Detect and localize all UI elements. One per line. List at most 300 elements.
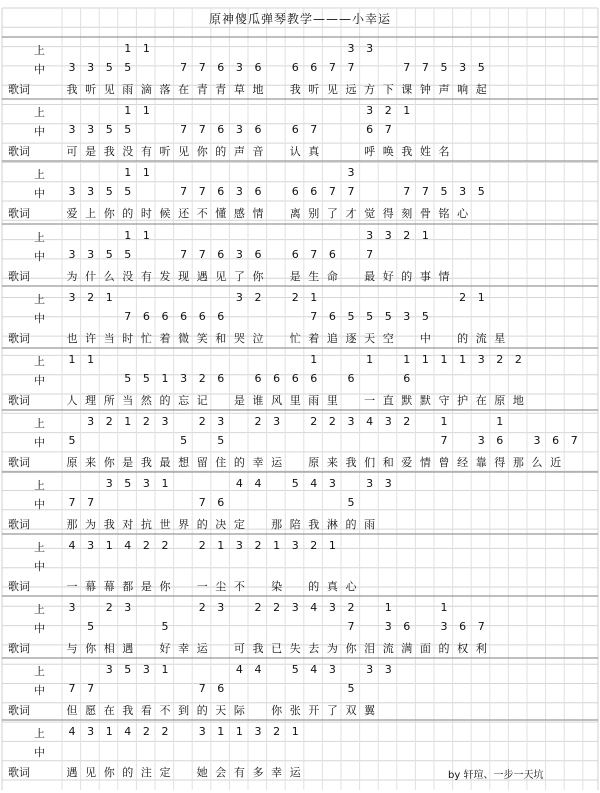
note-middle: 6 [403,372,411,386]
note-upper: 4 [366,415,374,428]
lyric-char: 候 [159,206,171,220]
row-label-lyrics: 歌词 [8,455,30,469]
row-label-lyrics: 歌词 [8,144,30,158]
note-middle: 6 [254,248,262,262]
note-upper: 2 [310,539,318,552]
note-upper: 3 [366,42,374,55]
note-upper: 3 [124,601,132,614]
row-label-upper: 上 [34,355,45,368]
lyric-char: 唤 [382,144,394,158]
note-upper: 3 [254,725,262,738]
note-upper: 1 [142,166,150,179]
note-middle: 3 [87,61,95,75]
note-upper: 1 [366,353,374,366]
lyric-char: 你 [103,765,115,779]
lyric-char: 都 [122,579,134,593]
note-upper: 2 [347,601,355,614]
lyric-char: 想 [178,455,190,469]
note-upper: 4 [68,725,76,738]
note-upper: 3 [384,229,392,242]
row-label-middle: 中 [34,250,45,264]
row-label-middle: 中 [34,374,45,388]
note-middle: 6 [161,310,169,324]
note-middle: 7 [328,61,336,75]
lyric-char: 好 [382,269,394,283]
lyric-char: 声 [438,82,450,96]
lyric-char: 见 [326,82,338,96]
lyric-char: 人 [66,393,78,407]
note-middle: 1 [161,372,169,386]
lyric-char: 才 [345,206,357,220]
note-upper: 1 [384,601,392,614]
lyric-char: 的 [308,579,320,593]
note-middle: 7 [198,123,206,137]
lyric-char: 运 [289,765,301,779]
lyric-char: 是 [233,393,245,407]
note-middle: 6 [217,310,225,324]
note-upper: 1 [124,42,132,55]
lyric-char: 刻 [401,206,413,220]
note-middle: 3 [68,123,76,137]
lyric-char: 已 [271,641,283,655]
note-upper: 1 [291,725,299,738]
note-middle: 7 [68,682,76,696]
lyric-char: 靠 [475,455,487,469]
lyric-char: 听 [159,144,171,158]
lyric-char: 的 [457,331,469,345]
lyric-char: 也 [66,331,78,345]
note-middle: 6 [347,372,355,386]
lyric-char: 是 [85,144,97,158]
lyric-char: 失 [289,641,301,655]
lyric-char: 是 [289,269,301,283]
note-upper: 5 [291,477,299,490]
note-upper: 3 [347,415,355,428]
note-upper: 3 [105,477,113,490]
note-middle: 6 [310,61,318,75]
lyric-char: 到 [178,703,190,717]
note-middle: 3 [403,310,411,324]
lyric-char: 对 [122,517,134,531]
row-label-upper: 上 [34,417,45,430]
lyric-char: 染 [271,579,283,593]
lyric-char: 你 [159,579,171,593]
lyric-char: 幕 [103,579,115,593]
note-middle: 5 [440,185,448,199]
lyric-char: 现 [178,269,190,283]
lyric-char: 有 [140,144,152,158]
note-middle: 3 [440,620,448,634]
lyric-char: 笑 [196,331,208,345]
note-middle: 6 [310,185,318,199]
row-label-lyrics: 歌词 [8,269,30,283]
lyric-char: 了 [326,206,338,220]
note-upper: 1 [161,663,169,676]
lyric-char: 直 [382,393,394,407]
note-upper: 1 [328,539,336,552]
lyric-char: 泣 [252,331,264,345]
lyric-char: 不 [233,579,245,593]
row-label-upper: 上 [34,479,45,492]
note-upper: 1 [124,166,132,179]
note-middle: 5 [142,372,150,386]
lyric-char: 的 [401,269,413,283]
lyric-char: 见 [178,144,190,158]
note-middle: 3 [477,434,485,448]
lyric-char: 天 [215,703,227,717]
lyric-char: 命 [326,269,338,283]
row-label-upper: 上 [34,44,45,57]
note-middle: 7 [403,61,411,75]
lyric-char: 的 [233,455,245,469]
lyric-char: 去 [308,641,320,655]
lyric-char: 际 [233,703,245,717]
lyric-char: 我 [66,82,78,96]
lyric-char: 我 [122,703,134,717]
lyric-char: 原 [308,455,320,469]
lyric-char: 情 [419,455,431,469]
note-middle: 6 [366,123,374,137]
note-upper: 2 [514,353,522,366]
lyric-char: 不 [159,703,171,717]
lyric-char: 遇 [66,765,78,779]
note-middle: 3 [235,248,243,262]
lyric-char: 所 [103,393,115,407]
lyric-char: 我 [252,641,264,655]
note-upper: 3 [235,291,243,304]
lyric-char: 上 [85,206,97,220]
note-upper: 1 [68,353,76,366]
note-middle: 6 [217,682,225,696]
lyric-char: 你 [103,455,115,469]
note-upper: 3 [328,601,336,614]
note-middle: 5 [124,372,132,386]
note-upper: 3 [273,415,281,428]
lyric-char: 哭 [233,331,245,345]
lyric-char: 你 [103,206,115,220]
note-middle: 2 [198,372,206,386]
note-upper: 2 [142,415,150,428]
note-middle: 6 [328,310,336,324]
lyric-char: 为 [66,269,78,283]
row-label-middle: 中 [34,684,45,698]
lyric-char: 别 [308,206,320,220]
note-middle: 6 [217,496,225,510]
note-middle: 7 [384,123,392,137]
row-label-lyrics: 歌词 [8,517,30,531]
note-upper: 1 [421,353,429,366]
note-upper: 3 [68,601,76,614]
lyric-char: 我 [103,517,115,531]
note-upper: 2 [310,415,318,428]
lyric-char: 你 [252,269,264,283]
row-label-upper: 上 [34,293,45,306]
note-middle: 6 [217,61,225,75]
note-upper: 3 [384,477,392,490]
lyric-char: 青 [196,82,208,96]
lyric-char: 一 [196,579,208,593]
note-middle: 5 [161,620,169,634]
note-middle: 6 [180,310,188,324]
lyric-char: 听 [85,82,97,96]
note-middle: 7 [366,248,374,262]
lyric-char: 逐 [345,331,357,345]
note-middle: 3 [235,61,243,75]
note-upper: 1 [403,104,411,117]
note-middle: 7 [68,496,76,510]
note-upper: 3 [235,539,243,552]
note-upper: 3 [217,415,225,428]
note-upper: 3 [347,42,355,55]
lyric-char: 原 [494,393,506,407]
note-upper: 2 [254,539,262,552]
note-middle: 3 [68,248,76,262]
lyric-char: 曾 [438,455,450,469]
lyric-char: 留 [196,455,208,469]
note-upper: 1 [105,291,113,304]
lyric-char: 谁 [252,393,264,407]
lyric-char: 地 [512,393,524,407]
lyric-char: 课 [401,82,413,96]
lyric-char: 的 [196,703,208,717]
note-upper: 2 [198,601,206,614]
lyric-char: 真 [326,579,338,593]
note-middle: 7 [310,248,318,262]
lyric-char: 幸 [252,455,264,469]
lyric-char: 事 [419,269,431,283]
note-upper: 3 [384,415,392,428]
lyric-char: 守 [438,393,450,407]
lyric-char: 住 [215,455,227,469]
lyric-char: 在 [475,393,487,407]
lyric-char: 张 [289,703,301,717]
row-label-upper: 上 [34,665,45,678]
note-upper: 1 [105,539,113,552]
note-middle: 6 [217,372,225,386]
note-middle: 6 [254,372,262,386]
note-middle: 7 [180,185,188,199]
note-upper: 2 [198,539,206,552]
note-middle: 3 [235,185,243,199]
page-title: 原神傻瓜弹琴教学———小幸运 [208,12,391,26]
lyric-char: 理 [85,393,97,407]
note-middle: 5 [124,185,132,199]
lyric-char: 的 [159,393,171,407]
note-middle: 7 [198,682,206,696]
lyric-char: 最 [364,269,376,283]
note-upper: 4 [124,539,132,552]
note-upper: 3 [161,415,169,428]
lyric-char: 的 [345,517,357,531]
note-middle: 5 [124,123,132,137]
note-upper: 4 [254,477,262,490]
note-upper: 2 [105,415,113,428]
lyric-char: 遇 [196,269,208,283]
row-label-lyrics: 歌词 [8,765,30,779]
lyric-char: 雨 [122,82,134,96]
note-upper: 2 [87,291,95,304]
lyric-char: 呼 [364,144,376,158]
note-middle: 3 [384,620,392,634]
lyric-char: 近 [550,455,562,469]
lyric-char: 离 [289,206,301,220]
lyric-char: 心 [457,206,469,220]
note-middle: 5 [477,61,485,75]
note-middle: 6 [552,434,560,448]
lyric-char: 可 [66,144,78,158]
lyric-char: 不 [196,206,208,220]
lyric-char: 铭 [438,206,450,220]
note-upper: 4 [310,601,318,614]
lyric-char: 来 [326,455,338,469]
note-upper: 4 [310,663,318,676]
note-middle: 7 [198,248,206,262]
lyric-char: 经 [457,455,469,469]
note-middle: 7 [180,248,188,262]
note-middle: 6 [328,248,336,262]
lyric-char: 爱 [401,455,413,469]
lyric-char: 泪 [364,641,376,655]
lyric-char: 和 [382,455,394,469]
note-upper: 1 [142,229,150,242]
note-middle: 6 [273,372,281,386]
note-middle: 5 [217,434,225,448]
lyric-char: 的 [438,641,450,655]
note-middle: 6 [291,185,299,199]
lyric-char: 当 [122,393,134,407]
note-upper: 1 [421,229,429,242]
lyric-char: 和 [215,331,227,345]
lyric-char: 钟 [419,82,431,96]
lyric-char: 定 [233,517,245,531]
note-upper: 3 [68,291,76,304]
lyric-char: 中 [419,331,431,345]
lyric-char: 忙 [289,331,301,345]
note-upper: 1 [217,539,225,552]
note-middle: 3 [533,434,541,448]
lyric-char: 时 [140,206,152,220]
note-middle: 6 [291,61,299,75]
note-middle: 5 [440,61,448,75]
lyric-char: 我 [308,517,320,531]
note-middle: 6 [254,185,262,199]
lyric-char: 着 [308,331,320,345]
note-middle: 6 [459,620,467,634]
lyric-char: 我 [345,455,357,469]
lyric-char: 开 [308,703,320,717]
lyric-char: 她 [196,765,208,779]
note-middle: 3 [459,61,467,75]
lyric-char: 们 [364,455,376,469]
lyric-char: 为 [326,641,338,655]
note-middle: 6 [198,310,206,324]
lyric-char: 看 [140,703,152,717]
lyric-char: 真 [308,144,320,158]
lyric-char: 情 [252,206,264,220]
lyric-char: 幸 [271,765,283,779]
note-upper: 1 [142,104,150,117]
lyric-char: 见 [85,765,97,779]
note-middle: 7 [310,123,318,137]
note-upper: 1 [310,291,318,304]
lyric-char: 还 [178,206,190,220]
note-middle: 7 [198,61,206,75]
note-middle: 3 [87,185,95,199]
note-middle: 5 [477,185,485,199]
note-upper: 2 [459,291,467,304]
note-middle: 7 [198,185,206,199]
note-upper: 3 [105,663,113,676]
lyric-char: 懂 [215,206,227,220]
lyric-char: 见 [215,269,227,283]
lyric-char: 声 [233,144,245,158]
lyric-char: 么 [531,455,543,469]
row-label-lyrics: 歌词 [8,82,30,96]
lyric-char: 没 [122,144,134,158]
lyric-char: 情 [438,269,450,283]
note-upper: 2 [254,291,262,304]
lyric-char: 那 [271,517,283,531]
lyric-char: 满 [401,641,413,655]
lyric-char: 有 [233,765,245,779]
note-middle: 7 [124,310,132,324]
note-middle: 5 [105,61,113,75]
note-middle: 7 [310,310,318,324]
note-middle: 5 [366,310,374,324]
note-middle: 6 [291,372,299,386]
note-upper: 3 [142,477,150,490]
note-upper: 2 [273,725,281,738]
note-upper: 3 [217,601,225,614]
lyric-char: 那 [512,455,524,469]
lyric-char: 在 [178,82,190,96]
note-middle: 5 [347,682,355,696]
note-middle: 6 [254,123,262,137]
lyric-char: 了 [233,269,245,283]
note-middle: 7 [180,61,188,75]
note-upper: 4 [68,539,76,552]
lyric-char: 里 [289,393,301,407]
lyric-char: 空 [382,331,394,345]
lyric-char: 一 [66,579,78,593]
lyric-char: 界 [178,517,190,531]
note-upper: 5 [291,663,299,676]
lyric-char: 什 [85,269,97,283]
lyric-char: 是 [140,579,152,593]
lyric-char: 运 [271,455,283,469]
note-middle: 7 [328,185,336,199]
note-middle: 7 [403,185,411,199]
lyric-char: 么 [103,269,115,283]
lyric-char: 生 [308,269,320,283]
note-middle: 5 [87,620,95,634]
note-upper: 2 [161,725,169,738]
lyric-char: 相 [103,641,115,655]
lyric-char: 注 [140,765,152,779]
lyric-char: 与 [66,641,78,655]
row-label-middle: 中 [34,63,45,77]
lyric-char: 遇 [122,641,134,655]
note-upper: 3 [291,601,299,614]
note-middle: 7 [421,185,429,199]
lyric-char: 陪 [289,517,301,531]
lyric-char: 我 [289,82,301,96]
note-upper: 1 [105,725,113,738]
lyric-char: 利 [475,641,487,655]
note-upper: 1 [217,725,225,738]
row-label-upper: 上 [34,106,45,119]
note-upper: 2 [161,539,169,552]
